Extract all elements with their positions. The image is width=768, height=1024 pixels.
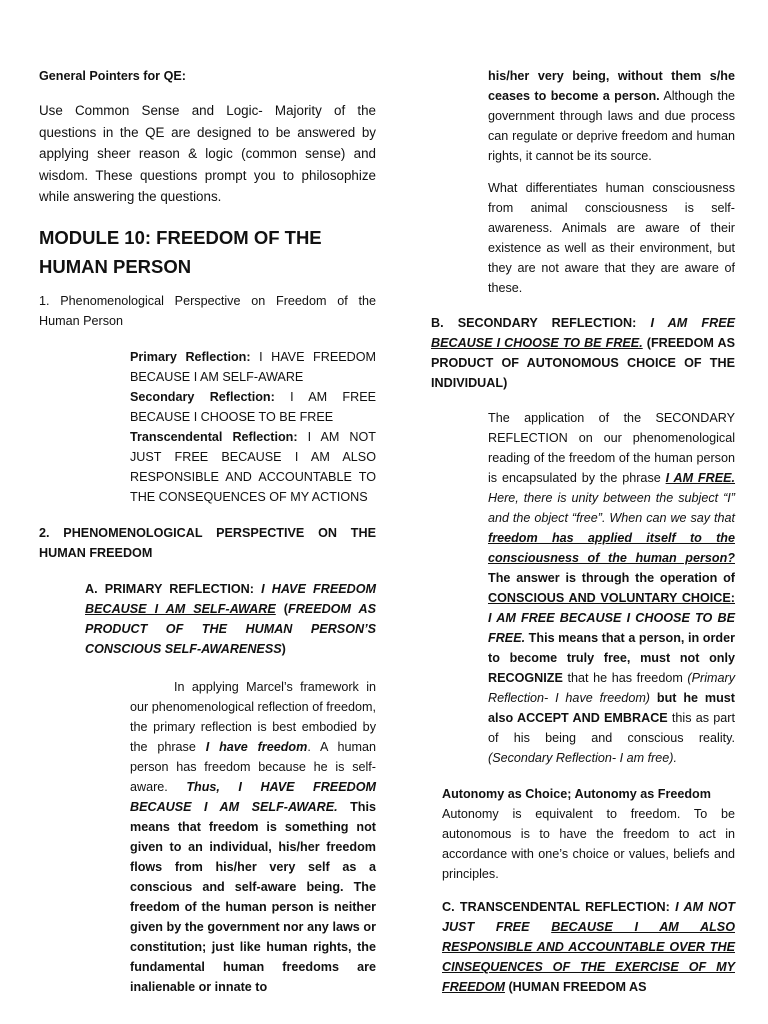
secondary-reflection-heading: B. SECONDARY REFLECTION: I AM FREE BECAUSE I CHOOSE TO BE FREE. (FREEDOM AS PRODUCT OF AUTONOMOUS CHOICE OF THE INDIVIDUAL) <box>431 316 735 390</box>
continued-paragraph: his/her very being, without them s/he ceases to become a person. Although the government through laws and due process can regulate or deprive freedom and human rights, it cannot be its source. <box>488 69 735 163</box>
section-1-heading: 1. Phenomenological Perspective on Freedom of the Human Person <box>39 293 376 328</box>
primary-reflection-heading: A. PRIMARY REFLECTION: I HAVE FREEDOM BECAUSE I AM SELF-AWARE (FREEDOM AS PRODUCT OF THE HUMAN PERSON’S CONSCIOUS SELF-AWARENESS) <box>85 581 377 656</box>
secondary-reflection-item: Secondary Reflection: I AM FREE BECAUSE I CHOOSE TO BE FREE <box>130 389 376 424</box>
primary-reflection-body: In applying Marcel’s framework in our phenomenological reflection of freedom, the primary reflection is best embodied by the phrase I have freedom. A human person has freedom because he is self-aware. Thus, I HAVE FREEDOM BECAUSE I AM SELF-AWARE. This means that freedom is something not given to an individual, his/her freedom flows from his/her very self as a conscious and self-aware being. The freedom of the human person is neither given by the government nor any laws or constitution; just like human rights, the fundamental human freedoms are inalienable or innate to <box>130 679 377 994</box>
right-column <box>431 66 735 997</box>
module-title: MODULE 10: FREEDOM OF THE HUMAN PERSON <box>39 226 322 277</box>
section-2-heading: 2. PHENOMENOLOGICAL PERSPECTIVE ON THE HUMAN FREEDOM <box>39 525 376 560</box>
transcendental-reflection-heading: C. TRANSCENDENTAL REFLECTION: I AM NOT JUST FREE BECAUSE I AM ALSO RESPONSIBLE AND ACCOUNTABLE OVER THE CINSEQUENCES OF THE EXERCISE OF MY FREEDOM (HUMAN FREEDOM AS <box>442 900 735 994</box>
left-column <box>39 66 376 997</box>
intro-paragraph: Use Common Sense and Logic- Majority of the questions in the QE are designed to be answered by applying sheer reason & logic (common sense) and wisdom. These questions prompt you to philosophize while answering the questions. <box>39 103 376 205</box>
self-awareness-paragraph: What differentiates human consciousness from animal consciousness is self-awareness. Animals are aware of their existence as well as their environment, but they are not aware that they are aware of these. <box>488 181 735 295</box>
secondary-reflection-body: The application of the SECONDARY REFLECTION on our phenomenological reading of the freedom of the human person is encapsulated by the phrase I AM FREE. Here, there is unity between the subject “I” and the object “free”. When can we say that freedom has applied itself to the consciousness of the human person? The answer is through the operation of CONSCIOUS AND VOLUNTARY CHOICE: I AM FREE BECAUSE I CHOOSE TO BE FREE. This means that a person, in order to become truly free, must not only RECOGNIZE that he has freedom (Primary Reflection- I have freedom) but he must also ACCEPT AND EMBRACE this as part of his being and conscious reality. (Secondary Reflection- I am free). <box>488 411 736 765</box>
primary-reflection-item: Primary Reflection: I HAVE FREEDOM BECAUSE I AM SELF-AWARE <box>130 349 376 384</box>
general-pointers-heading: General Pointers for QE: <box>39 69 186 83</box>
autonomy-paragraph: Autonomy as Choice; Autonomy as Freedom Autonomy is equivalent to freedom. To be autonomous is to have the freedom to act in accordance with one’s choice or values, beliefs and principles. <box>442 787 735 881</box>
reflections-list <box>130 347 376 507</box>
transcendental-reflection-item: Transcendental Reflection: I AM NOT JUST FREE BECAUSE I AM ALSO RESPONSIBLE AND ACCOUNTABLE TO THE CONSEQUENCES OF MY ACTIONS <box>130 429 376 504</box>
